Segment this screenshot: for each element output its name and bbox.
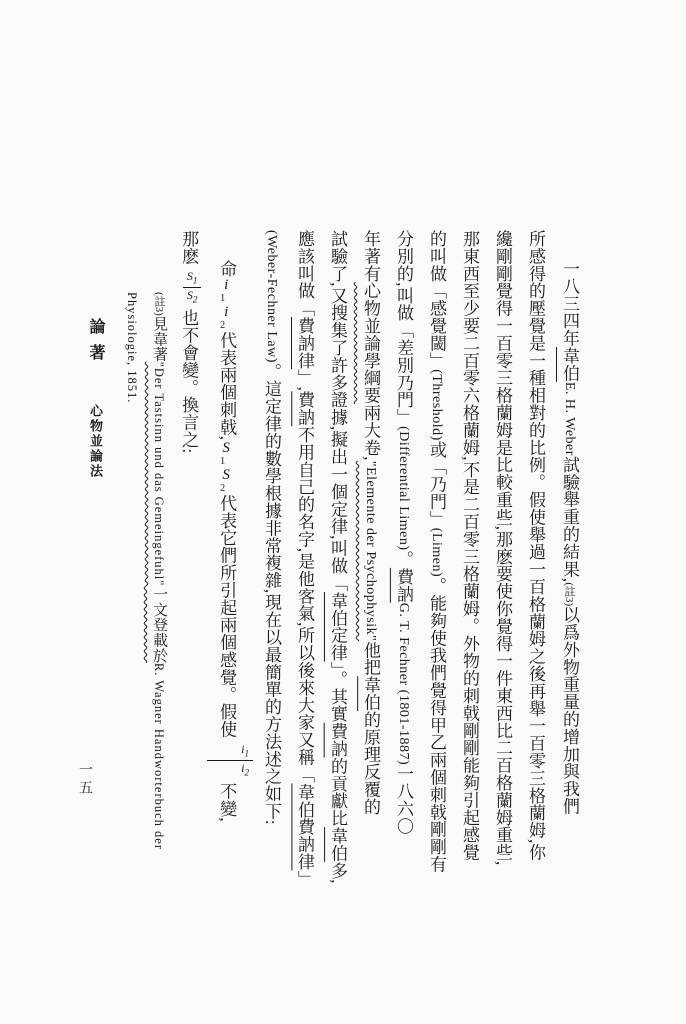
- text-column: [453, 230, 486, 930]
- text-column: [288, 230, 321, 930]
- cjk-text: 他把: [361, 641, 380, 677]
- cjk-text: 多,: [328, 861, 347, 884]
- latin-book-title: "Der Tastsinn und das Gemeingefuhl": [152, 361, 166, 587]
- fraction-denominator: $S_2$: [186, 287, 198, 304]
- variable: $S_2$: [217, 467, 235, 495]
- latin-text: R. Wagner Handworterbuch der: [152, 662, 166, 850]
- variable: $S_1$: [217, 440, 235, 468]
- cjk-text: 以爲外物重量的增加與我們: [560, 606, 579, 815]
- text-column: [519, 230, 552, 930]
- latin-text: Physiologie, 1851.: [125, 292, 139, 404]
- book-title-mark: 心物並論學綱要: [361, 282, 380, 405]
- cjk-text: 也不會變。換言之:: [179, 309, 199, 454]
- proper-name-mark: 韋伯定律: [328, 591, 347, 662]
- page-number: 一五: [77, 762, 92, 798]
- proper-name-mark: 韋伯費訥律: [295, 783, 314, 871]
- proper-name-mark: 費訥律: [295, 317, 314, 370]
- fraction-numerator: $S_1$: [183, 270, 202, 288]
- running-header: [84, 318, 107, 479]
- variable: $i_1$: [217, 277, 235, 305]
- cjk-text: 」。其實: [328, 661, 347, 723]
- cjk-text: 年著有: [361, 230, 380, 283]
- cjk-text: 的原理反覆的: [361, 710, 380, 816]
- cjk-text: 那東西至少要二百零六格蘭姆,不是二百零三格蘭姆。外物的刺戟剛剛能夠引起感覺: [460, 230, 479, 862]
- text-column: [486, 230, 519, 930]
- proper-name-mark: 費訥: [394, 567, 413, 603]
- text-column: [552, 230, 586, 930]
- proper-name-mark: 韋伯: [328, 827, 347, 862]
- cjk-text: 一八六〇: [394, 765, 413, 835]
- text-column: [255, 230, 288, 930]
- cjk-text: 分別的,叫做「差別乃門」: [394, 230, 413, 427]
- latin-text: (Limen): [429, 527, 444, 578]
- cjk-text: 不變,: [217, 782, 237, 822]
- latin-text: (Threshold): [429, 369, 444, 441]
- text-column: [172, 230, 205, 930]
- main-text-block: [172, 230, 586, 930]
- latin-text: E. H. Weber: [562, 381, 577, 456]
- fraction: [207, 743, 253, 777]
- latin-book-title: "Elemente der Psychophysik": [363, 460, 378, 642]
- fraction-numerator: $i_1$: [207, 743, 253, 761]
- cjk-text: 不用自己的名字,是他客氣,所以後來大家又稱「: [295, 426, 314, 784]
- cjk-text: 試驗了,又搜集了許多證據,擬出一個定律,叫做「: [328, 230, 347, 592]
- cjk-text: 試驗舉重的結果,: [560, 455, 579, 583]
- text-column: [118, 292, 145, 968]
- cjk-text: 代表它們所引起兩個感覺。假使: [217, 494, 237, 739]
- running-header-title: 心物並論法: [88, 404, 103, 479]
- variable: $i_2$: [217, 304, 235, 332]
- latin-text: (Weber-Fechner Law): [264, 230, 279, 363]
- cjk-text: 」,: [295, 369, 314, 392]
- cjk-text: 見韋著: [151, 315, 167, 362]
- cjk-text: 」: [295, 870, 314, 888]
- proper-name-mark: 韋伯: [361, 676, 380, 711]
- cjk-text: 。能夠使我們覺得甲乙兩個刺戟剛剛有: [427, 577, 446, 873]
- cjk-text: 的叫做「感覺閾」: [427, 230, 446, 370]
- latin-text: (Differential Limen): [396, 426, 411, 551]
- proper-name-mark: 韋伯: [560, 347, 579, 382]
- cjk-text: 的貢獻比: [328, 757, 347, 828]
- cjk-text: 纔剛剛覺得一百零三格蘭姆是比較重些,那麽要使你覺得一件東西比二百格蘭姆重些,: [493, 230, 512, 866]
- cjk-text: 兩大卷,: [361, 404, 380, 461]
- cjk-text: 命: [217, 260, 237, 278]
- cjk-text: 一八三四年: [560, 260, 579, 347]
- latin-text: G. T. Fechner (1801-1887): [396, 602, 411, 766]
- footnote-marker: (註3): [563, 582, 575, 607]
- cjk-text: 。這定律的數學根據非常複雜,現在以最簡單的方法述之如下:: [262, 362, 281, 826]
- text-column: [420, 230, 453, 930]
- cjk-text: 代表兩個刺戟,: [217, 331, 237, 441]
- cjk-text: 所感得的壓覺是一種相對的比例。假使舉過一百格蘭姆之後再舉一百零三格蘭姆,你: [526, 230, 545, 862]
- running-header-section: 論著: [87, 318, 104, 370]
- footnote-marker: (註3): [153, 292, 165, 316]
- text-column: [387, 230, 420, 930]
- fraction-denominator: $i_2$: [241, 760, 249, 778]
- text-column: [145, 292, 172, 968]
- cjk-text: 。: [394, 550, 413, 568]
- text-column: [205, 230, 255, 930]
- text-column: [321, 230, 354, 930]
- book-title-mark: 一文登載於: [151, 586, 167, 663]
- proper-name-mark: 費訥: [328, 722, 347, 758]
- cjk-text: 那麽: [179, 230, 199, 265]
- cjk-text: 應該叫做「: [295, 230, 314, 317]
- cjk-text: 或「乃門」: [427, 440, 446, 528]
- fraction: [183, 270, 202, 304]
- proper-name-mark: 費訥: [295, 391, 314, 427]
- footnote-block: [118, 292, 172, 968]
- text-column: [354, 230, 387, 930]
